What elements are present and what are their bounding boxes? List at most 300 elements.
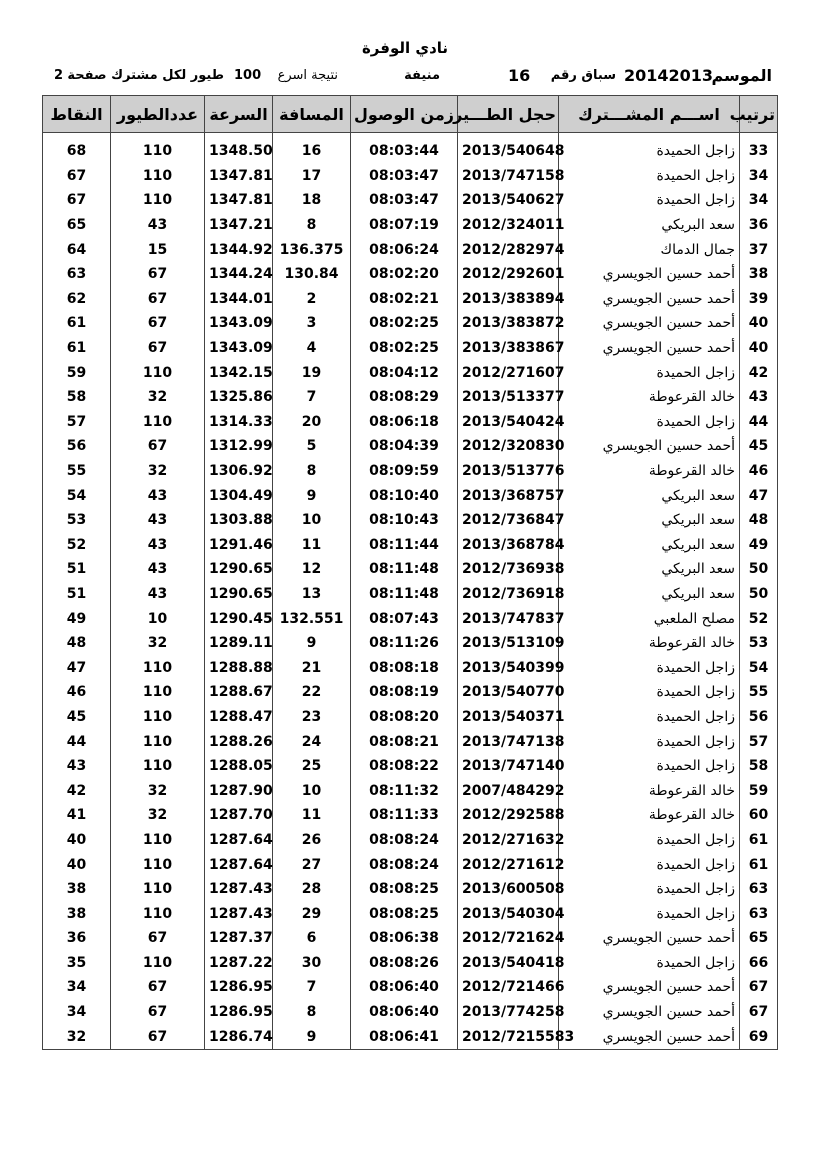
points-cell: 35 [43,951,111,976]
arrival-time-cell: 08:02:21 [351,287,458,312]
member-name-cell: زاجل الحميدة [559,877,740,902]
birds-count-cell: 43 [111,508,205,533]
birds-count-cell: 110 [111,852,205,877]
table-row [43,754,778,779]
member-name-cell: زاجل الحميدة [559,655,740,680]
member-name-cell: خالد القرعوطة [559,778,740,803]
member-name-cell: أحمد حسين الجويسري [559,1000,740,1025]
arrival-time-cell: 08:08:22 [351,754,458,779]
arrival-time-cell: 08:04:12 [351,360,458,385]
distance-cell: 9 [273,631,351,656]
distance-cell: 27 [273,852,351,877]
speed-cell: 1306.92 [205,459,273,484]
arrival-time-cell: 08:08:25 [351,901,458,926]
table-row [43,631,778,656]
race-number: 16 [508,66,531,85]
table-row [43,385,778,410]
distance-cell: 8 [273,1000,351,1025]
birds-count-cell: 67 [111,926,205,951]
ring-number-cell: 2013/540648 [458,133,559,164]
ring-number-cell: 2012/320830 [458,434,559,459]
table-row [43,803,778,828]
table-row [43,533,778,558]
table-row [43,901,778,926]
arrival-time-cell: 08:08:26 [351,951,458,976]
birds-count-cell: 110 [111,360,205,385]
arrival-time-cell: 08:03:47 [351,188,458,213]
distance-cell: 7 [273,975,351,1000]
speed-cell: 1287.64 [205,852,273,877]
arrival-time-cell: 08:08:20 [351,705,458,730]
table-row [43,459,778,484]
points-cell: 47 [43,655,111,680]
speed-cell: 1347.81 [205,188,273,213]
speed-cell: 1347.81 [205,164,273,189]
arrival-time-cell: 08:03:44 [351,133,458,164]
member-name-cell: زاجل الحميدة [559,680,740,705]
arrival-time-cell: 08:02:25 [351,311,458,336]
rank-cell: 43 [740,385,778,410]
rank-cell: 34 [740,164,778,189]
distance-cell: 18 [273,188,351,213]
table-row [43,336,778,361]
member-name-cell: أحمد حسين الجويسري [559,287,740,312]
table-row [43,1024,778,1049]
birds-count-cell: 110 [111,828,205,853]
rank-cell: 69 [740,1024,778,1049]
speed-cell: 1347.21 [205,213,273,238]
points-cell: 67 [43,188,111,213]
distance-cell: 10 [273,778,351,803]
member-name-cell: خالد القرعوطة [559,459,740,484]
birds-count-cell: 110 [111,705,205,730]
table-row [43,213,778,238]
ring-number-cell: 2013/383872 [458,311,559,336]
points-cell: 53 [43,508,111,533]
arrival-time-cell: 08:06:38 [351,926,458,951]
per-member-label: طيور لكل مشترك صفحة [67,68,224,83]
distance-cell: 9 [273,1024,351,1049]
table-row [43,287,778,312]
distance-cell: 24 [273,729,351,754]
points-cell: 64 [43,237,111,262]
season-value: 20142013 [624,66,714,85]
birds-count-cell: 43 [111,483,205,508]
speed-cell: 1303.88 [205,508,273,533]
points-cell: 61 [43,336,111,361]
member-name-cell: زاجل الحميدة [559,164,740,189]
table-row [43,828,778,853]
speed-cell: 1289.11 [205,631,273,656]
rank-cell: 57 [740,729,778,754]
arrival-time-cell: 08:08:24 [351,828,458,853]
birds-count-cell: 110 [111,410,205,435]
birds-count-cell: 110 [111,729,205,754]
arrival-time-cell: 08:11:48 [351,557,458,582]
ring-number-cell: 2012/736918 [458,582,559,607]
points-cell: 43 [43,754,111,779]
table-row [43,133,778,164]
member-name-cell: زاجل الحميدة [559,901,740,926]
birds-count-cell: 67 [111,1024,205,1049]
member-name-cell: أحمد حسين الجويسري [559,311,740,336]
member-name-cell: خالد القرعوطة [559,803,740,828]
points-cell: 51 [43,582,111,607]
rank-cell: 40 [740,336,778,361]
birds-count-cell: 43 [111,533,205,558]
ring-number-cell: 2012/721466 [458,975,559,1000]
distance-cell: 2 [273,287,351,312]
distance-cell: 12 [273,557,351,582]
speed-cell: 1343.09 [205,336,273,361]
distance-cell: 22 [273,680,351,705]
member-name-cell: خالد القرعوطة [559,631,740,656]
birds-count-cell: 43 [111,557,205,582]
table-row [43,164,778,189]
points-cell: 67 [43,164,111,189]
points-cell: 61 [43,311,111,336]
birds-count-cell: 67 [111,434,205,459]
speed-cell: 1312.99 [205,434,273,459]
distance-cell: 4 [273,336,351,361]
member-name-cell: زاجل الحميدة [559,188,740,213]
rank-cell: 63 [740,901,778,926]
birds-count-cell: 43 [111,582,205,607]
results-table [42,95,778,1050]
birds-count-cell: 15 [111,237,205,262]
birds-count-cell: 110 [111,901,205,926]
table-row [43,606,778,631]
distance-cell: 29 [273,901,351,926]
birds-count-cell: 67 [111,311,205,336]
rank-cell: 63 [740,877,778,902]
member-name-cell: سعد البريكي [559,582,740,607]
speed-cell: 1314.33 [205,410,273,435]
speed-cell: 1286.95 [205,975,273,1000]
member-name-cell: زاجل الحميدة [559,729,740,754]
speed-cell: 1288.67 [205,680,273,705]
birds-count-cell: 110 [111,164,205,189]
table-row [43,262,778,287]
ring-number-cell: 2013/383894 [458,287,559,312]
rank-cell: 48 [740,508,778,533]
rank-cell: 61 [740,852,778,877]
result-label: نتيجة اسرع [277,68,338,83]
ring-number-cell: 2012/271612 [458,852,559,877]
speed-cell: 1287.43 [205,877,273,902]
birds-count-cell: 32 [111,778,205,803]
club-name: نادي الوفرة [361,39,449,57]
points-cell: 51 [43,557,111,582]
rank-cell: 50 [740,582,778,607]
member-name-cell: مصلح الملعبي [559,606,740,631]
distance-cell: 26 [273,828,351,853]
speed-cell: 1343.09 [205,311,273,336]
speed-cell: 1288.05 [205,754,273,779]
speed-cell: 1288.47 [205,705,273,730]
speed-cell: 1287.37 [205,926,273,951]
member-name-cell: زاجل الحميدة [559,951,740,976]
table-row [43,778,778,803]
ring-number-cell: 2013/513109 [458,631,559,656]
ring-number-cell: 2013/540418 [458,951,559,976]
birds-count-cell: 110 [111,188,205,213]
member-name-cell: زاجل الحميدة [559,410,740,435]
ring-number-cell: 2012/292588 [458,803,559,828]
points-cell: 58 [43,385,111,410]
arrival-time-cell: 08:11:48 [351,582,458,607]
ring-number-cell: 2013/383867 [458,336,559,361]
birds-count-cell: 32 [111,803,205,828]
distance-cell: 28 [273,877,351,902]
rank-cell: 36 [740,213,778,238]
arrival-time-cell: 08:06:18 [351,410,458,435]
member-name-cell: خالد القرعوطة [559,385,740,410]
speed-cell: 1325.86 [205,385,273,410]
points-cell: 54 [43,483,111,508]
speed-cell: 1344.92 [205,237,273,262]
rank-cell: 38 [740,262,778,287]
arrival-time-cell: 08:06:41 [351,1024,458,1049]
speed-cell: 1290.65 [205,582,273,607]
points-cell: 34 [43,975,111,1000]
speed-cell: 1287.90 [205,778,273,803]
rank-cell: 65 [740,926,778,951]
rank-cell: 49 [740,533,778,558]
speed-cell: 1291.46 [205,533,273,558]
rank-cell: 53 [740,631,778,656]
member-name-cell: أحمد حسين الجويسري [559,262,740,287]
rank-cell: 37 [740,237,778,262]
points-cell: 46 [43,680,111,705]
points-cell: 41 [43,803,111,828]
table-row [43,877,778,902]
birds-count-cell: 110 [111,877,205,902]
arrival-time-cell: 08:11:33 [351,803,458,828]
points-cell: 44 [43,729,111,754]
rank-cell: 60 [740,803,778,828]
speed-cell: 1344.01 [205,287,273,312]
points-cell: 55 [43,459,111,484]
rank-cell: 46 [740,459,778,484]
ring-number-cell: 2013/747158 [458,164,559,189]
table-row [43,705,778,730]
speed-cell: 1288.26 [205,729,273,754]
ring-number-cell: 2012/324011 [458,213,559,238]
member-name-cell: سعد البريكي [559,483,740,508]
ring-number-cell: 2013/513776 [458,459,559,484]
points-cell: 52 [43,533,111,558]
fastest-count: 100 [234,68,262,83]
arrival-time-cell: 08:02:25 [351,336,458,361]
speed-cell: 1287.43 [205,901,273,926]
table-row [43,188,778,213]
points-cell: 36 [43,926,111,951]
arrival-time-cell: 08:06:24 [351,237,458,262]
arrival-time-cell: 08:04:39 [351,434,458,459]
arrival-time-cell: 08:08:29 [351,385,458,410]
distance-cell: 8 [273,213,351,238]
arrival-time-cell: 08:10:43 [351,508,458,533]
rank-cell: 67 [740,1000,778,1025]
table-row [43,557,778,582]
col-rank: ترتيب [740,96,778,133]
points-cell: 62 [43,287,111,312]
arrival-time-cell: 08:11:44 [351,533,458,558]
col-name: اســـم المشـــترك [559,96,740,133]
member-name-cell: زاجل الحميدة [559,705,740,730]
arrival-time-cell: 08:08:25 [351,877,458,902]
table-row [43,852,778,877]
points-cell: 38 [43,901,111,926]
birds-count-cell: 67 [111,336,205,361]
speed-cell: 1344.24 [205,262,273,287]
table-row [43,1000,778,1025]
ring-number-cell: 2013/368784 [458,533,559,558]
arrival-time-cell: 08:08:21 [351,729,458,754]
table-row [43,729,778,754]
points-cell: 38 [43,877,111,902]
distance-cell: 19 [273,360,351,385]
rank-cell: 52 [740,606,778,631]
table-row [43,508,778,533]
page-number: 2 [54,68,64,83]
distance-cell: 25 [273,754,351,779]
ring-number-cell: 2013/540424 [458,410,559,435]
distance-cell: 11 [273,533,351,558]
ring-number-cell: 2013/540304 [458,901,559,926]
birds-count-cell: 110 [111,754,205,779]
rank-cell: 54 [740,655,778,680]
distance-cell: 17 [273,164,351,189]
rank-cell: 33 [740,133,778,164]
col-points: النقاط [43,96,111,133]
distance-cell: 21 [273,655,351,680]
distance-cell: 7 [273,385,351,410]
arrival-time-cell: 08:06:40 [351,1000,458,1025]
season-label: الموسم [711,66,772,85]
club-title [0,38,816,57]
arrival-time-cell: 08:02:20 [351,262,458,287]
rank-cell: 45 [740,434,778,459]
member-name-cell: سعد البريكي [559,508,740,533]
arrival-time-cell: 08:08:19 [351,680,458,705]
rank-cell: 47 [740,483,778,508]
member-name-cell: زاجل الحميدة [559,360,740,385]
rank-cell: 67 [740,975,778,1000]
birds-count-cell: 67 [111,975,205,1000]
birds-count-cell: 43 [111,213,205,238]
arrival-time-cell: 08:06:40 [351,975,458,1000]
table-row [43,360,778,385]
col-ring: حجل الطـــير [458,96,559,133]
table-row [43,483,778,508]
col-birds: عددالطيور [111,96,205,133]
ring-number-cell: 2013/368757 [458,483,559,508]
ring-number-cell: 2013/540371 [458,705,559,730]
points-cell: 65 [43,213,111,238]
ring-number-cell: 2013/747837 [458,606,559,631]
distance-cell: 10 [273,508,351,533]
header-row [43,96,778,133]
member-name-cell: أحمد حسين الجويسري [559,1024,740,1049]
member-name-cell: زاجل الحميدة [559,754,740,779]
member-name-cell: أحمد حسين الجويسري [559,926,740,951]
race-label: سباق رقم [550,68,616,83]
distance-cell: 3 [273,311,351,336]
arrival-time-cell: 08:09:59 [351,459,458,484]
member-name-cell: زاجل الحميدة [559,852,740,877]
points-cell: 42 [43,778,111,803]
rank-cell: 40 [740,311,778,336]
arrival-time-cell: 08:08:18 [351,655,458,680]
speed-cell: 1286.74 [205,1024,273,1049]
ring-number-cell: 2013/774258 [458,1000,559,1025]
distance-cell: 23 [273,705,351,730]
distance-cell: 11 [273,803,351,828]
arrival-time-cell: 08:03:47 [351,164,458,189]
table-row [43,975,778,1000]
ring-number-cell: 2012/736847 [458,508,559,533]
rank-cell: 39 [740,287,778,312]
table-row [43,237,778,262]
member-name-cell: سعد البريكي [559,533,740,558]
ring-number-cell: 2013/540627 [458,188,559,213]
rank-cell: 42 [740,360,778,385]
speed-cell: 1290.65 [205,557,273,582]
points-cell: 45 [43,705,111,730]
rank-cell: 58 [740,754,778,779]
distance-cell: 132.551 [273,606,351,631]
distance-cell: 136.375 [273,237,351,262]
ring-number-cell: 2013/513377 [458,385,559,410]
points-cell: 59 [43,360,111,385]
location: منيفة [404,68,440,83]
ring-number-cell: 2012/736938 [458,557,559,582]
ring-number-cell: 2012/271632 [458,828,559,853]
rank-cell: 56 [740,705,778,730]
birds-count-cell: 110 [111,655,205,680]
points-cell: 48 [43,631,111,656]
points-cell: 68 [43,133,111,164]
rank-cell: 44 [740,410,778,435]
ring-number-cell: 2013/747138 [458,729,559,754]
speed-cell: 1287.64 [205,828,273,853]
points-cell: 34 [43,1000,111,1025]
birds-count-cell: 110 [111,133,205,164]
rank-cell: 61 [740,828,778,853]
speed-cell: 1304.49 [205,483,273,508]
birds-count-cell: 32 [111,631,205,656]
points-cell: 40 [43,852,111,877]
birds-count-cell: 110 [111,680,205,705]
speed-cell: 1290.45 [205,606,273,631]
arrival-time-cell: 08:07:43 [351,606,458,631]
birds-count-cell: 110 [111,951,205,976]
col-arrival: زمن الوصول [351,96,458,133]
birds-count-cell: 67 [111,262,205,287]
points-cell: 40 [43,828,111,853]
ring-number-cell: 2013/540399 [458,655,559,680]
points-cell: 57 [43,410,111,435]
member-name-cell: جمال الدماك [559,237,740,262]
birds-count-cell: 32 [111,459,205,484]
speed-cell: 1287.22 [205,951,273,976]
table-row [43,434,778,459]
member-name-cell: زاجل الحميدة [559,828,740,853]
distance-cell: 30 [273,951,351,976]
arrival-time-cell: 08:11:26 [351,631,458,656]
